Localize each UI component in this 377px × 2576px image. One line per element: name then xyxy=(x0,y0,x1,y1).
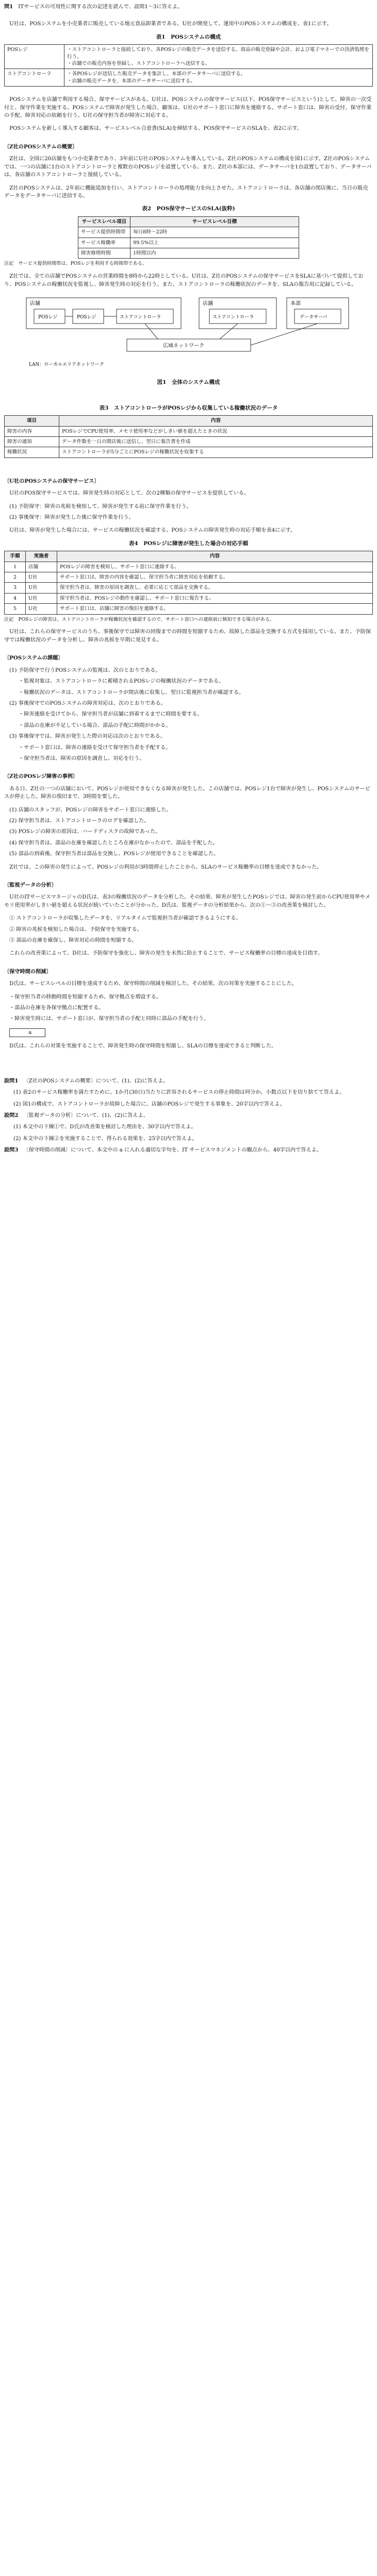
connector xyxy=(145,324,158,339)
list-item: ② 障害の兆候を検知した場合は、予防保守を実施する。 xyxy=(9,926,142,933)
table-header: 実施者 xyxy=(26,551,57,562)
section-heading: 〔U社のPOSシステムの保守サービス〕 xyxy=(4,478,100,484)
question-item xyxy=(4,1112,373,1120)
list-item: ・監視対象は、ストアコントローラに蓄積されるPOSレジの稼働状況のデータである。 xyxy=(19,679,224,685)
pos-label: POSレジ xyxy=(76,314,96,320)
table-cell: 店舗 xyxy=(26,562,57,572)
question-text: 〔保守時間の削減〕について、本文中の a に入れる適切な字句を、IT サービスマネジメントの観点から、40字以内で答えよ。 xyxy=(23,1147,322,1154)
list-item: ・保守担当者は、障害の原因を調査し、対応を行う。 xyxy=(19,755,145,761)
question-list xyxy=(4,1077,373,1155)
list xyxy=(9,806,373,858)
table-cell: ・ストアコントローラと接続しており、各POSレジの販売データを送信する。商品の販売登録や会計、および電子マネーでの決済処理を行う。 ・店舗での販売内容を登録し、ストアコントローラへ送信する。 xyxy=(64,45,373,69)
table-cell: POSレジ xyxy=(5,45,64,69)
table-cell: 99.5%以上 xyxy=(130,238,299,248)
list-item: ① ストアコントローラが収集したデータを、リアルタイムで監視担当者が確認できるようにする。 xyxy=(9,916,241,922)
table-row xyxy=(5,604,373,614)
table-cell: サポート窓口は、店舗に障害の復旧を連絡する。 xyxy=(57,604,373,614)
table-row xyxy=(5,572,373,583)
table-cell: ストアコントローラ xyxy=(5,69,64,87)
connector xyxy=(251,324,318,345)
paragraph: U社のPOS保守サービスでは、障害発生時の対応として、次の2種類の保守サービスを提供している。 xyxy=(9,490,250,497)
paragraph: ある日、Z社の一つの店舗において、POSレジが使用できなくなる障害が発生した。この店舗では、POSレジ1台で障害が発生し、POSシステムのサービスが停止した。障害の復旧まで、3時間を要した。 xyxy=(4,786,371,800)
question-item: (2) 図1の構成で、ストアコントローラが故障した場合に、店舗のPOSレジで発生する事象を、20字以内で答えよ。 xyxy=(13,1101,285,1107)
list-item: (1) 予防保守：障害の兆候を検知して、障害が発生する前に保守作業を行う。 xyxy=(9,503,192,510)
list-item: ・サポート窓口は、障害の連絡を受けて保守担当者を手配する。 xyxy=(19,744,171,751)
list-item: (4) 保守担当者は、部品の在庫を確認したところ在庫がなかったので、部品を手配した。 xyxy=(9,840,218,846)
table-row xyxy=(78,227,299,238)
paragraph: U社は、障害が発生した場合には、サービスの稼働状況を確認する。POSシステムの障害発生時の対応手順を表4に示す。 xyxy=(9,528,296,534)
paragraph xyxy=(4,1028,373,1037)
paragraph: Z社では、全ての店舗でPOSシステムの営業時間を8時から22時としている。U社は、Z社のPOSシステムの保守サービスをSLAに基づいて提供しており、POSシステムの稼働状況を監視し、障害発生時の対応を行う。また、ストアコントローラの稼働状況のデータを、SLAの報告用に記録している。 xyxy=(4,274,364,287)
table-cell: ・各POSレジが送信した販売データを集計し、本部のデータサーバに送信する。 ・店舗の販売データを、本部のデータサーバに送信する。 xyxy=(64,69,373,87)
table3 xyxy=(4,415,373,458)
section-heading: 〔Z社のPOSレジ障害の事例〕 xyxy=(4,773,78,780)
table-row xyxy=(5,426,373,436)
paragraph: POSシステムを新しく導入する顧客は、サービスレベル合意書(SLA)を締結する。POS保守サービスのSLAを、表2に示す。 xyxy=(9,126,302,132)
table-header-row xyxy=(5,551,373,562)
list-item: (2) 事後保守でのPOSシステムの障害対応は、次のとおりである。 xyxy=(9,700,166,706)
table4-title: 表4 POSレジに障害が発生した場合の対応手順 xyxy=(128,540,249,547)
table-cell: ストアコントローラが5分ごとにPOSレジの稼働状況を収集する xyxy=(59,447,373,457)
table2-title: 表2 POS保守サービスのSLA(抜粋) xyxy=(142,206,235,212)
net-label: 広域ネットワーク xyxy=(162,343,204,349)
figure-legend: LAN：ローカルエリアネットワーク xyxy=(28,362,104,367)
question-item xyxy=(4,1077,373,1085)
question-number: 設問2 xyxy=(4,1112,19,1118)
section-heading: 〔監視データの分析〕 xyxy=(4,882,57,888)
table3-title: 表3 ストアコントローラがPOSレジから収集している稼働状況のデータ xyxy=(99,404,278,411)
table-row xyxy=(78,238,299,248)
question-number: 問1 xyxy=(4,4,13,10)
table-cell: サービス提供時間帯 xyxy=(78,227,130,238)
table-row xyxy=(5,562,373,572)
section-heading: 〔POSシステムの課題〕 xyxy=(4,655,63,662)
question-number: 設問1 xyxy=(4,1077,19,1084)
section-heading: 〔Z社のPOSシステムの概要〕 xyxy=(4,143,78,150)
table-cell: 1時間以内 xyxy=(130,248,299,258)
list-item: ・部品の在庫を各保守拠点に配置する。 xyxy=(9,1005,104,1011)
list xyxy=(9,993,373,1023)
table-cell: サービス稼働率 xyxy=(78,238,130,248)
table-header: 内容 xyxy=(57,551,373,562)
list-item: (3) POSレジの障害の原因は、ハードディスクの故障であった。 xyxy=(9,829,161,835)
table-header: 内容 xyxy=(59,416,373,426)
table-header: サービスレベル項目 xyxy=(78,216,130,227)
table-cell: 保守担当者は、障害の原因を調査し、必要に応じて部品を交換する。 xyxy=(57,583,373,593)
paragraph: Z社のPOSシステムは、2年前に機能追加を行い、ストアコントローラの処理能力を向上させた。ストアコントローラは、各店舗の閉店後に、当日の販売データをデータサーバに送信する。 xyxy=(4,185,368,199)
table-row xyxy=(78,248,299,258)
table-cell: 稼働状況 xyxy=(5,447,59,457)
paragraph: Z社は、全国に20店舗をもつ小売業者であり、3年前にU社のPOSシステムを導入している。Z社のPOSシステムの構成を図1に示す。Z社のPOSシステムでは、一つの店舗に1台のストアコントローラと複数台のPOSレジを設置している。また、Z社の本部には、データサーバを1台設置しており、データサーバは、各店舗のストアコントローラと接続している。 xyxy=(4,156,372,178)
question-number: 設問3 xyxy=(4,1147,19,1154)
paragraph: U社のITサービスマネージャのD氏は、表3の稼働状況のデータを分析した。その結果、障害が発生したPOSレジでは、障害の発生前からCPU使用率やメモリ使用率がしきい値を超える状況が続いていたことが分かった。D氏は、監視データの分析結果から、次の①～③の改善策を検討した。 xyxy=(4,894,371,908)
table-cell: 障害の内容 xyxy=(5,426,59,436)
connector xyxy=(220,324,238,339)
paragraph: D氏は、これらの対策を実施することで、障害発生時の保守時間を短縮し、SLAの目標を達成できると判断した。 xyxy=(9,1043,277,1049)
paragraph: POSシステムを店舗で利用する場合、保守サービスがある。U社は、POSシステムの保守サービス(以下、POS保守サービスという)として、障害の一次受付と、保守作業を実施する。POSシステムで障害が発生した場合、顧客は、U社のサポート窓口に障害を連絡する。サポート窓口は、障害の受付、保守作業の手配、障害対応の依頼を行う。U社の保守担当者が障害に対応する。 xyxy=(4,97,372,119)
list-item: ・保守担当者の移動時間を短縮するため、保守拠点を増設する。 xyxy=(9,994,162,1000)
figure1 xyxy=(24,294,354,374)
table-row xyxy=(5,45,373,69)
table-cell: 3 xyxy=(5,583,26,593)
list-item: (5) 部品の到着後、保守担当者は部品を交換し、POSレジが使用できることを確認した。 xyxy=(9,851,219,857)
question-text: ITサービスの可用性に関する次の記述を読んで、設問1～3に答えよ。 xyxy=(18,4,183,10)
table-cell: U社 xyxy=(26,572,57,583)
ds-label: データサーバ xyxy=(299,314,327,320)
list xyxy=(9,914,373,944)
table-row xyxy=(5,436,373,447)
pos-label: POSレジ xyxy=(38,314,57,320)
table-header: サービスレベル目標 xyxy=(130,216,299,227)
store-label: 店舗 xyxy=(202,300,213,307)
figure1-title: 図1 全体のシステム構成 xyxy=(157,379,220,386)
table-cell: 1 xyxy=(5,562,26,572)
table-cell: U社 xyxy=(26,583,57,593)
table-cell: 毎日8時～22時 xyxy=(130,227,299,238)
question-item xyxy=(4,1146,373,1154)
list-item: ・障害連絡を受けてから、保守担当者が店舗に到着するまでに時間を要する。 xyxy=(19,711,203,718)
table-row xyxy=(5,593,373,603)
table-row xyxy=(5,583,373,593)
table-cell: 障害の通知 xyxy=(5,436,59,447)
question-text: 〔監視データの分析〕について、(1)、(2)に答えよ。 xyxy=(23,1112,149,1118)
list-item: ・部品の在庫が不足している場合、部品の手配に時間がかかる。 xyxy=(19,722,171,728)
table-header-row xyxy=(78,216,299,227)
hq-label: 本部 xyxy=(290,300,301,307)
table-cell: データ件数を一日の閉店後に送信し、翌日に報告書を作成 xyxy=(59,436,373,447)
question-item: (1) 本文中の下線①で、D氏が改善策を検討した理由を、30字以内で答えよ。 xyxy=(13,1124,196,1130)
system-diagram xyxy=(24,294,354,371)
intro-paragraph: U社は、POSシステムを小売業者に販売している地元食品卸業者である。U社が開発して、運用中のPOSシステムの構成を、表1に示す。 xyxy=(9,21,332,27)
page xyxy=(4,3,373,1155)
table-cell: 2 xyxy=(5,572,26,583)
list-item: (3) 事後保守では、障害が発生した際の対応は次のとおりである。 xyxy=(9,734,166,740)
table-cell: U社 xyxy=(26,604,57,614)
table2-note: 注記 サービス提供時間帯は、POSレジを利用する時間帯である。 xyxy=(4,261,147,267)
paragraph: D氏は、サービスレベルの目標を達成するため、保守時間の削減を検討した。その結果、次の対策を実施することにした。 xyxy=(9,981,298,987)
table-row xyxy=(5,69,373,87)
sc-label: ストアコントローラ xyxy=(119,314,161,320)
table-header: 手順 xyxy=(5,551,26,562)
sc-label: ストアコントローラ xyxy=(212,314,254,320)
question-text: 〔Z社のPOSシステムの概要〕について、(1)、(2)に答えよ。 xyxy=(23,1078,169,1084)
list-item: (1) 予防保守で行うPOSシステムの監視は、次のとおりである。 xyxy=(9,667,161,673)
list-item: ③ 部品の在庫を確保し、障害対応の時間を短縮する。 xyxy=(9,938,137,944)
question-item: (1) 表2のサービス稼働率を満たすために、1か月(30日)当たりに許容されるサービスの停止時間は何分か。小数点以下を切り捨てて答えよ。 xyxy=(13,1090,345,1096)
table-cell: 4 xyxy=(5,593,26,603)
paragraph: U社は、これらの保守サービスのうち、事後保守では障害の回復までの時間を短縮するため、故障した部品を交換する方式を採用している。また、予防保守では稼働状況のデータを分析し、障害の兆候を早期に発見する。 xyxy=(4,629,371,643)
table4-note: 注記 POSレジの障害は、ストアコントローラが稼働状況を確認するので、サポート窓口への連絡前に検知できる場合がある。 xyxy=(4,616,275,622)
table2 xyxy=(78,216,299,259)
table-cell: 障害修理時間 xyxy=(78,248,130,258)
table-header-row xyxy=(5,416,373,426)
list-item: (2) 保守担当者は、ストアコントローラのログを確認した。 xyxy=(9,818,150,824)
table1-title: 表1 POSシステムの構成 xyxy=(156,33,221,40)
paragraph: これらの改善策によって、D社は、予防保守を強化し、障害の発生を未然に防止することで、サービス稼働率の目標の達成を目指す。 xyxy=(9,951,323,957)
question-header xyxy=(4,3,373,11)
paragraph: Z社では、この障害の発生によって、POSレジの利用が3時間停止したことから、SLAのサービス稼働率の目標を達成できなかった。 xyxy=(9,864,322,870)
list-item: (2) 事後保守：障害が発生した後に保守作業を行う。 xyxy=(9,515,134,521)
table-cell: 保守担当者は、POSレジの動作を確認し、サポート窓口に報告する。 xyxy=(57,593,373,603)
table-cell: 5 xyxy=(5,604,26,614)
table-cell: POSレジでCPU使用率、メモリ使用率などがしきい値を超えたときの状況 xyxy=(59,426,373,436)
list xyxy=(9,503,373,522)
blank-label: a xyxy=(28,1029,32,1036)
table1 xyxy=(4,44,373,87)
question-item: (2) 本文中の下線②を実施することで、得られる効果を、25字以内で答えよ。 xyxy=(13,1136,198,1142)
table4 xyxy=(4,551,373,614)
table-cell: U社 xyxy=(26,593,57,603)
list-item: ・障害発生時には、サポート窓口が、保守担当者の手配と同時に部品の手配を行う。 xyxy=(9,1016,209,1022)
table-cell: POSレジの障害を検知し、サポート窓口に連絡する。 xyxy=(57,562,373,572)
table-row xyxy=(5,447,373,457)
blank-box xyxy=(9,1028,45,1037)
table-cell: サポート窓口は、障害の内容を確認し、保守担当者に障害対応を依頼する。 xyxy=(57,572,373,583)
table-header: 項目 xyxy=(5,416,59,426)
list-item: ・稼働状況のデータは、ストアコントローラが閉店後に収集し、翌日に監視担当者が確認する。 xyxy=(19,689,244,696)
store-label: 店舗 xyxy=(29,300,40,307)
section-heading: 〔保守時間の削減〕 xyxy=(4,968,52,975)
list-item: (1) 店舗のスタッフが、POSレジの障害をサポート窓口に連絡した。 xyxy=(9,807,172,813)
list xyxy=(9,667,373,763)
